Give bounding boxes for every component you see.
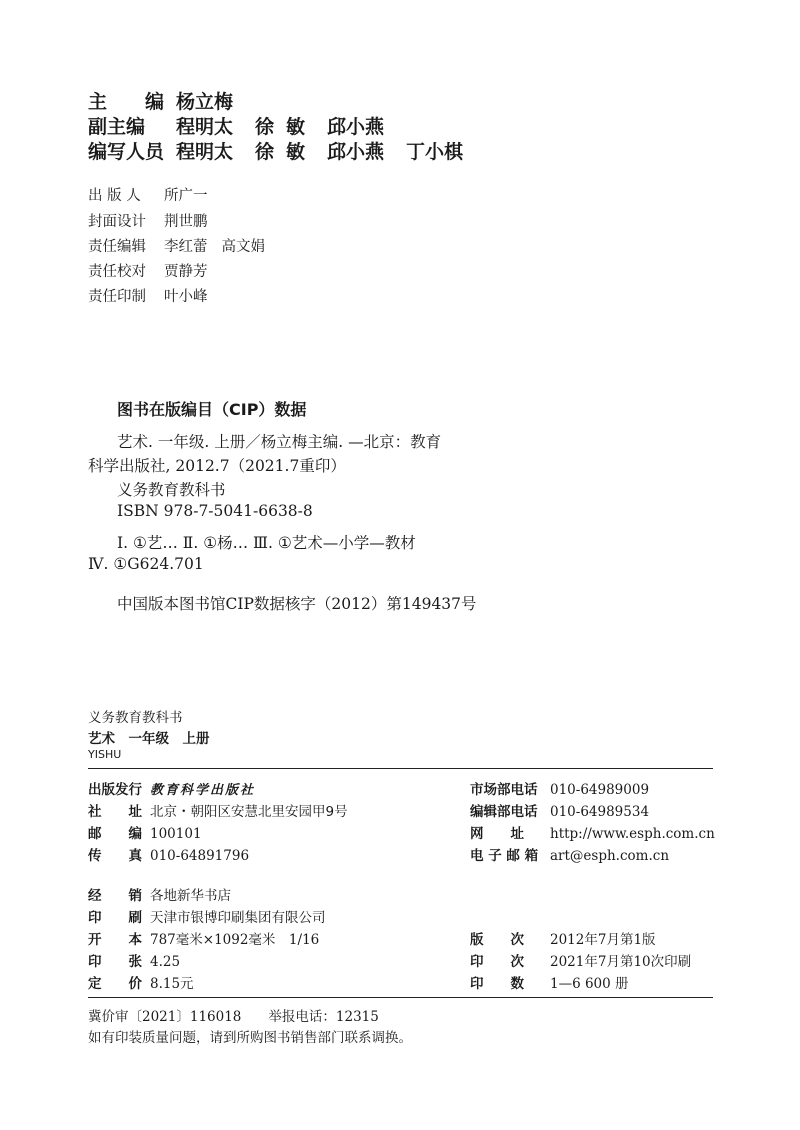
staff-proofreader [88,260,222,281]
info-value: 010-64989009 [550,782,650,798]
editorial-phone-row [470,800,649,820]
info-value: 天津市银博印刷集团有限公司 [150,910,326,926]
email-link[interactable]: art@esph.com.cn [550,848,670,864]
staff-cover-design [88,210,222,231]
postcode-row [88,822,202,842]
cip-line: 艺术. 一年级. 上册／杨立梅主编. —北京：教育 [117,433,442,451]
book-series: 义务教育教科书 [88,710,183,726]
info-value: 010-64891796 [150,848,250,864]
editor-writers [88,137,485,164]
editor-role: 主 编 [88,91,165,113]
info-value: 各地新华书店 [150,888,231,904]
staff-role: 责任编辑 [88,239,146,255]
info-label: 印 张 [88,954,142,970]
info-value: 787毫米×1092毫米 1/16 [150,932,320,948]
info-label: 传 真 [88,848,142,864]
quality-notice: 如有印装质量问题，请到所购图书销售部门联系调换。 [88,1030,412,1046]
cip-line: Ⅳ. ①G624.701 [88,555,204,573]
editor-name: 丁小棋 [406,141,464,163]
staff-role: 责任校对 [88,264,146,280]
info-value: 2012年7月第1版 [550,932,656,948]
editor-name: 徐敏 [255,116,318,138]
info-value: 4.25 [150,954,181,970]
fax-row [88,844,249,864]
publisher-row [88,778,255,798]
info-label: 印 数 [470,976,524,992]
print-run-row [470,972,629,992]
info-label: 编辑部电话 [470,804,538,820]
info-value: 010-64989534 [550,804,650,820]
cip-line: 义务教育教科书 [117,481,226,499]
printer-row [88,906,326,926]
editor-role: 副主编 [88,116,146,138]
staff-role: 出 版 人 [88,188,141,204]
info-value: 1—6 600 册 [550,976,629,992]
divider-top [88,768,713,769]
cip-record-number: 中国版本图书馆CIP数据核字（2012）第149437号 [117,595,477,613]
staff-name: 荆世鹏 [164,214,208,230]
info-label: 市场部电话 [470,782,538,798]
info-label: 印 次 [470,954,524,970]
editor-deputy [88,112,406,139]
info-label: 版 次 [470,932,524,948]
staff-name: 高文娟 [221,239,265,255]
staff-editor-in-charge [88,235,279,256]
staff-publisher [88,184,222,205]
info-value: 2021年7月第10次印刷 [550,954,692,970]
marketing-phone-row [470,778,649,798]
editor-name: 徐敏 [255,141,318,163]
editor-chief [88,87,255,114]
info-label: 社 址 [88,804,142,820]
info-label: 定 价 [88,976,142,992]
staff-name: 叶小峰 [164,289,208,305]
staff-print-manager [88,285,222,306]
distributor-row [88,884,231,904]
staff-name: 李红蕾 [164,239,208,255]
info-value: 100101 [150,826,202,842]
website-link[interactable]: http://www.esph.com.cn [550,826,715,842]
address-row [88,800,348,820]
book-title: 艺术 一年级 上册 [88,731,210,747]
cip-line: 科学出版社, 2012.7（2021.7重印） [88,457,346,475]
sheets-row [88,950,180,970]
info-value: 8.15元 [150,976,194,992]
price-approval: 冀价审〔2021〕116018 举报电话：12315 [88,1009,379,1025]
price-row [88,972,194,992]
editor-name: 邱小燕 [327,141,385,163]
cip-line: Ⅰ. ①艺… Ⅱ. ①杨… Ⅲ. ①艺术—小学—教材 [117,534,416,552]
info-label: 印 刷 [88,910,142,926]
publisher-brand-logo: 教育科学出版社 [150,783,256,798]
editor-role: 编写人员 [88,141,165,163]
info-label: 网 址 [470,826,524,842]
edition-row [470,928,656,948]
staff-role: 责任印制 [88,289,146,305]
info-label: 邮 编 [88,826,142,842]
staff-role: 封面设计 [88,214,146,230]
cip-title: 图书在版编目（CIP）数据 [117,400,307,419]
info-label: 电 子 邮 箱 [470,848,539,864]
info-label: 开 本 [88,932,142,948]
staff-name: 所广一 [164,188,208,204]
format-row [88,928,319,948]
editor-name: 程明太 [176,116,234,138]
website-row [470,822,715,842]
printing-row [470,950,691,970]
staff-name: 贾静芳 [164,264,208,280]
info-label: 出版发行 [88,782,142,798]
email-row [470,844,669,864]
editor-name: 程明太 [176,141,234,163]
info-label: 经 销 [88,888,142,904]
info-value: 北京・朝阳区安慧北里安园甲9号 [150,804,348,820]
cip-isbn: ISBN 978-7-5041-6638-8 [117,502,313,520]
editor-name: 邱小燕 [327,116,385,138]
divider-bottom [88,997,713,998]
editor-name: 杨立梅 [176,91,234,113]
book-pinyin: YISHU [88,748,122,761]
